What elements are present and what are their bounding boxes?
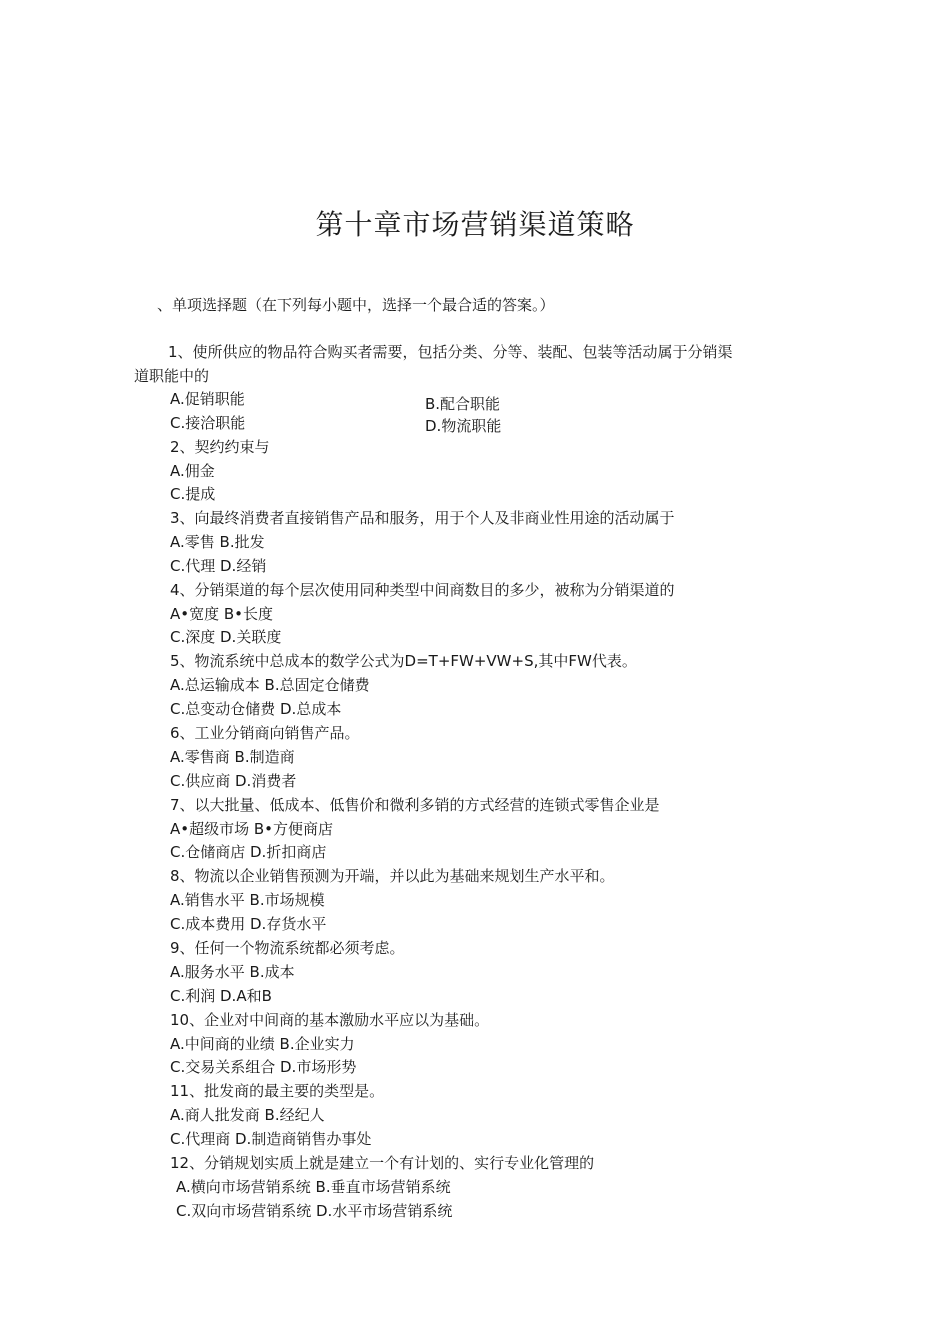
q7-stem: 7、以大批量、低成本、低售价和微利多销的方式经营的连锁式零售企业是	[170, 796, 660, 814]
q1-option-c: C.接洽职能	[170, 414, 246, 432]
q6-options-ab: A.零售商 B.制造商	[170, 748, 295, 766]
q4-options-ab: A•宽度 B•长度	[170, 605, 274, 623]
q10-stem: 10、企业对中间商的基本激励水平应以为基础。	[170, 1011, 490, 1029]
q2-stem: 2、契约约束与	[170, 438, 270, 456]
q2-option-c: C.提成	[170, 485, 216, 503]
q1-option-b: B.配合职能	[425, 395, 501, 413]
q4-stem: 4、分销渠道的每个层次使用同种类型中间商数目的多少，被称为分销渠道的	[170, 581, 675, 599]
q7-options-cd: C.仓储商店 D.折扣商店	[170, 843, 327, 861]
q2-option-a: A.佣金	[170, 462, 215, 480]
q11-stem: 11、批发商的最主要的类型是。	[170, 1082, 385, 1100]
q3-options-cd: C.代理 D.经销	[170, 557, 267, 575]
q3-options-ab: A.零售 B.批发	[170, 533, 265, 551]
q8-stem: 8、物流以企业销售预测为开端，并以此为基础来规划生产水平和。	[170, 867, 615, 885]
q11-options-ab: A.商人批发商 B.经纪人	[170, 1106, 325, 1124]
q10-options-ab: A.中间商的业绩 B.企业实力	[170, 1035, 355, 1053]
q12-options-cd: C.双向市场营销系统 D.水平市场营销系统	[176, 1202, 453, 1220]
q8-options-cd: C.成本费用 D.存货水平	[170, 915, 327, 933]
q8-options-ab: A.销售水平 B.市场规模	[170, 891, 325, 909]
q12-options-ab: A.横向市场营销系统 B.垂直市场营销系统	[176, 1178, 451, 1196]
q11-options-cd: C.代理商 D.制造商销售办事处	[170, 1130, 372, 1148]
q1-option-a: A.促销职能	[170, 390, 245, 408]
q1-stem-line1: 1、使所供应的物品符合购买者需要，包括分类、分等、装配、包装等活动属于分销渠	[168, 343, 733, 361]
q9-options-ab: A.服务水平 B.成本	[170, 963, 295, 981]
q12-stem: 12、分销规划实质上就是建立一个有计划的、实行专业化管理的	[170, 1154, 595, 1172]
q4-options-cd: C.深度 D.关联度	[170, 628, 282, 646]
q9-stem: 9、任何一个物流系统都必须考虑。	[170, 939, 405, 957]
page-title: 第十章市场营销渠道策略	[315, 208, 635, 241]
q7-options-ab: A•超级市场 B•方便商店	[170, 820, 334, 838]
q9-options-cd: C.利润 D.A和B	[170, 987, 272, 1005]
q1-option-d: D.物流职能	[425, 417, 502, 435]
q5-options-ab: A.总运输成本 B.总固定仓储费	[170, 676, 370, 694]
q6-options-cd: C.供应商 D.消费者	[170, 772, 297, 790]
q10-options-cd: C.交易关系组合 D.市场形势	[170, 1058, 357, 1076]
q5-stem: 5、物流系统中总成本的数学公式为D=T+FW+VW+S,其中FW代表。	[170, 652, 637, 670]
q3-stem: 3、向最终消费者直接销售产品和服务，用于个人及非商业性用途的活动属于	[170, 509, 675, 527]
q6-stem: 6、工业分销商向销售产品。	[170, 724, 360, 742]
q5-options-cd: C.总变动仓储费 D.总成本	[170, 700, 342, 718]
q1-stem-line2: 道职能中的	[134, 367, 210, 385]
section-heading: 、单项选择题（在下列每小题中，选择一个最合适的答案。）	[157, 296, 555, 314]
